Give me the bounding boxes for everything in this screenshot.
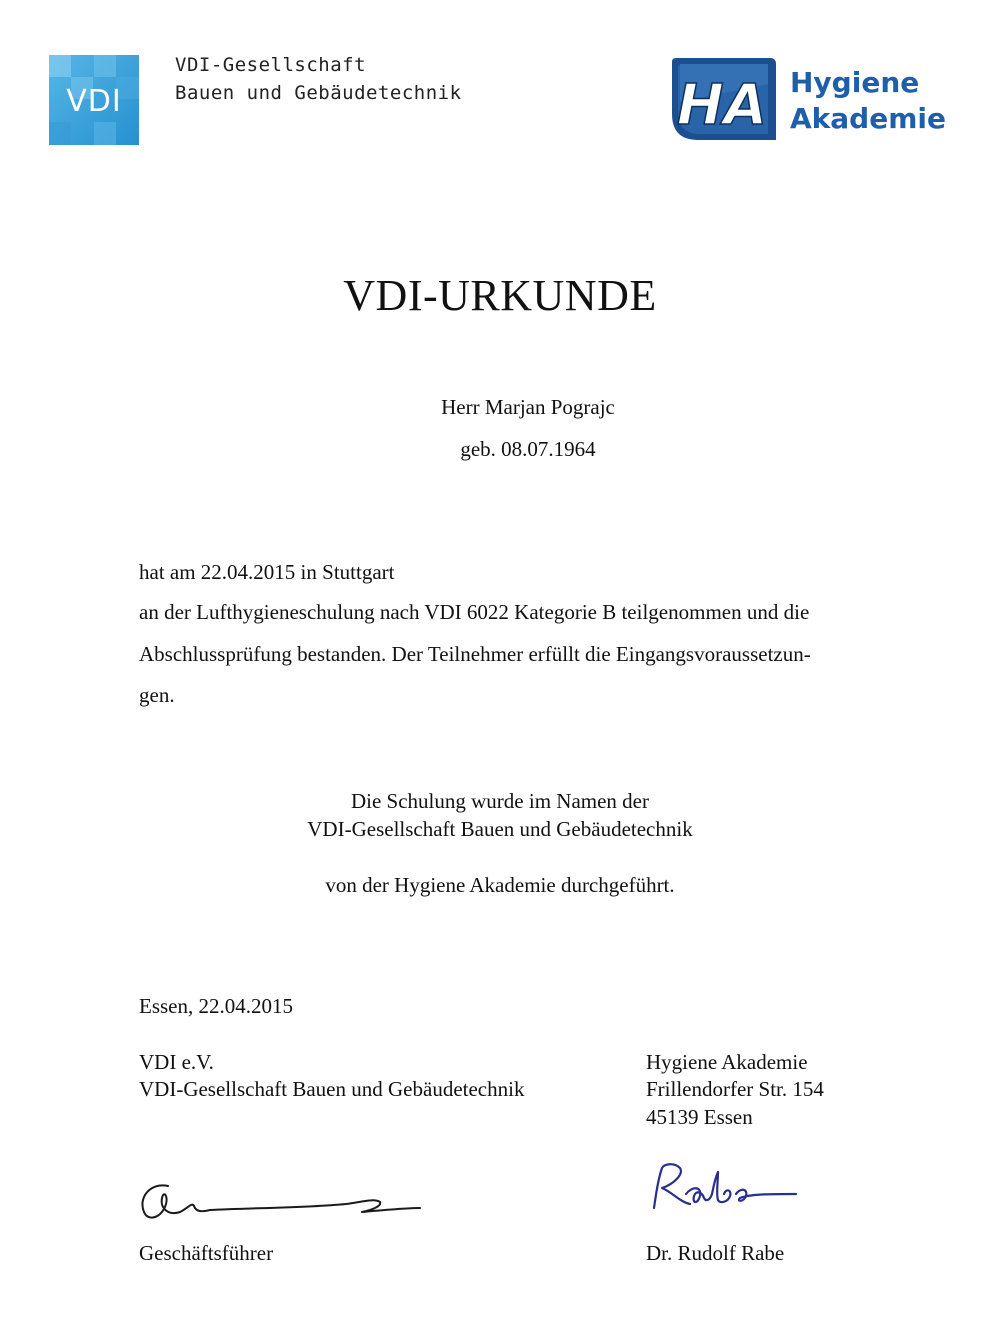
recipient-birthdate: geb. 08.07.1964 <box>460 437 596 461</box>
center-text-line: VDI-Gesellschaft Bauen und Gebäudetechnik <box>307 817 693 841</box>
vdi-subtitle-2: Bauen und Gebäudetechnik <box>175 82 462 104</box>
signature-left <box>136 1168 426 1228</box>
ha-logo-text: HA <box>676 73 768 138</box>
left-organization-line: VDI-Gesellschaft Bauen und Gebäudetechnik <box>139 1077 525 1101</box>
body-line: gen. <box>139 683 175 707</box>
ha-logo-line-1: Hygiene <box>790 66 920 99</box>
signature-left-label: Geschäftsführer <box>139 1241 274 1265</box>
document-title: VDI-URKUNDE <box>343 271 657 320</box>
right-organization-line: 45139 Essen <box>646 1105 753 1129</box>
recipient-name: Herr Marjan Pograjc <box>441 395 615 419</box>
body-line: hat am 22.04.2015 in Stuttgart <box>139 560 395 584</box>
body-line: Abschlussprüfung bestanden. Der Teilnehmer erfüllt die Eingangsvoraussetzun- <box>139 642 811 666</box>
right-organization-line: Frillendorfer Str. 154 <box>646 1077 824 1101</box>
left-organization-line: VDI e.V. <box>139 1050 214 1074</box>
vdi-subtitle-1: VDI-Gesellschaft <box>175 54 367 76</box>
hygiene-akademie-logo <box>668 54 778 144</box>
place-and-date: Essen, 22.04.2015 <box>139 994 293 1018</box>
ha-logo-line-2: Akademie <box>790 102 946 135</box>
body-line: an der Lufthygieneschulung nach VDI 6022 Kategorie B teilgenommen und die <box>139 600 810 624</box>
center-text-line: Die Schulung wurde im Namen der <box>350 789 649 813</box>
right-organization-line: Hygiene Akademie <box>646 1050 808 1074</box>
center-text-line: von der Hygiene Akademie durchgeführt. <box>325 873 675 897</box>
vdi-logo-text: VDI <box>66 84 122 119</box>
vdi-logo <box>49 55 139 145</box>
signature-right <box>640 1158 810 1218</box>
signature-right-label: Dr. Rudolf Rabe <box>646 1241 785 1265</box>
